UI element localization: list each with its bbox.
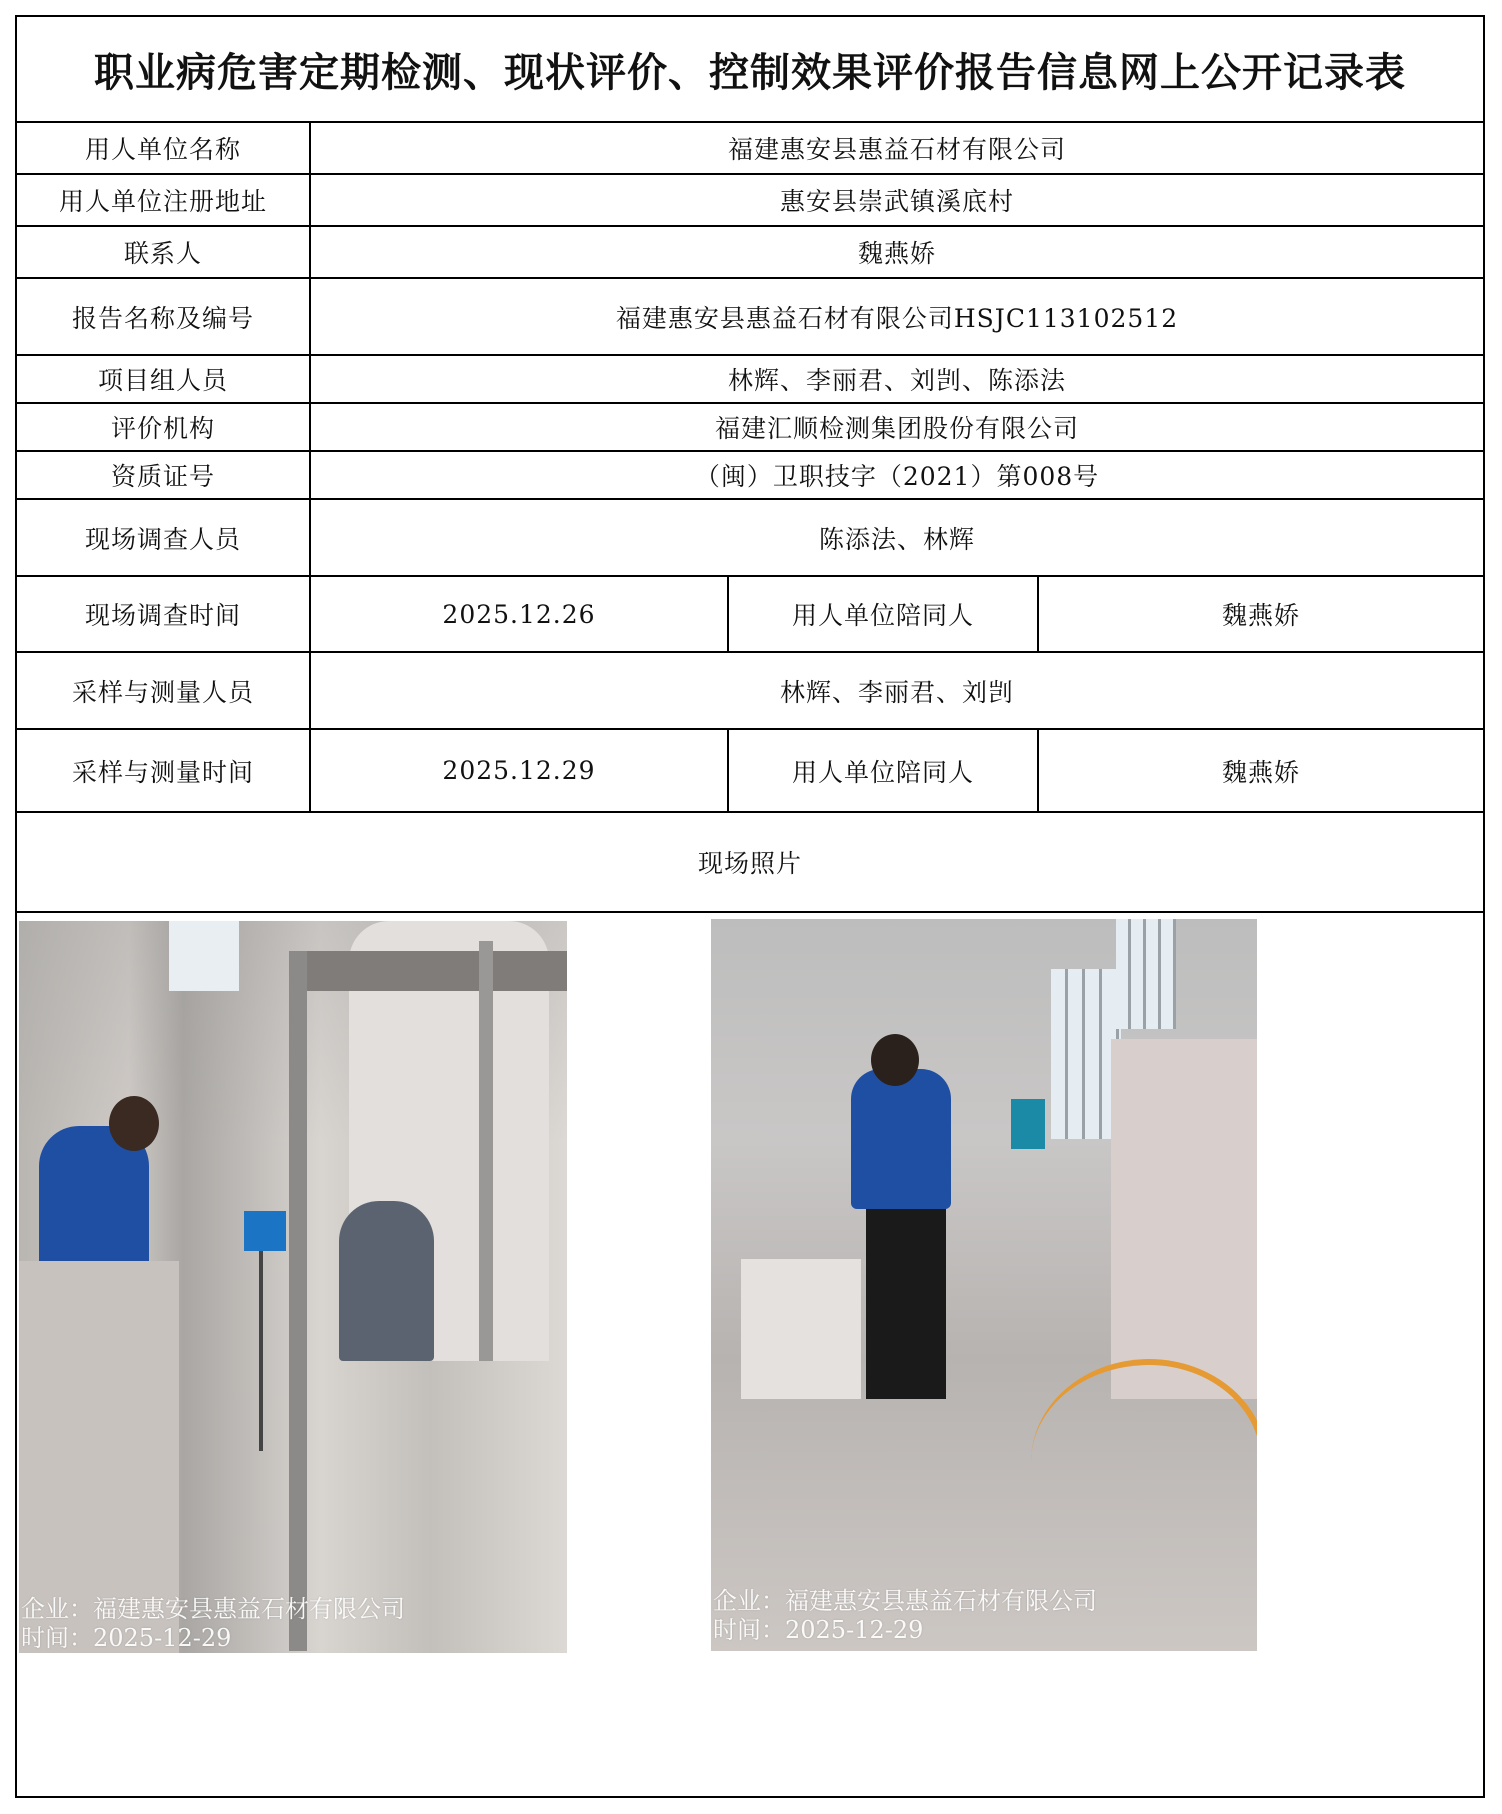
- label-contact: 联系人: [123, 239, 202, 268]
- window-decor: [1116, 919, 1176, 1029]
- record-table: [15, 15, 1485, 1798]
- scaffold-decor: [289, 951, 567, 991]
- row-qualification: [17, 452, 1483, 500]
- row-report-name: [17, 279, 1483, 356]
- photo-1-company: 企业：福建惠安县惠益石材有限公司: [21, 1595, 405, 1623]
- row-photos-label: [17, 813, 1483, 913]
- tripod-decor: [259, 1251, 263, 1451]
- photo-2-time: 时间：2025-12-29: [713, 1616, 924, 1644]
- row-sampling-time: [17, 730, 1483, 813]
- value-project-members: 林辉、李丽君、刘剀、陈添法: [309, 356, 1483, 402]
- photos-area: [17, 913, 1483, 1796]
- photo-1-time: 时间：2025-12-29: [21, 1624, 232, 1652]
- label-project-members: 项目组人员: [97, 366, 228, 395]
- inspector-decor: [871, 1034, 919, 1086]
- value-contact: 魏燕娇: [309, 227, 1483, 277]
- value-employer-name: 福建惠安县惠益石材有限公司: [309, 123, 1483, 173]
- machine-decor: [1111, 1039, 1257, 1399]
- value-evaluation-agency: 福建汇顺检测集团股份有限公司: [309, 404, 1483, 450]
- row-contact: [17, 227, 1483, 279]
- window-decor: [169, 921, 239, 991]
- sampler-device-decor: [1011, 1099, 1045, 1149]
- photo-2-company: 企业：福建惠安县惠益石材有限公司: [713, 1587, 1097, 1615]
- label-report-name: 报告名称及编号: [71, 303, 254, 333]
- inspector-decor: [109, 1096, 159, 1151]
- sampler-device-decor: [244, 1211, 286, 1251]
- label-survey-accompany: 用人单位陪同人: [727, 577, 1037, 651]
- stone-block-decor: [741, 1259, 861, 1399]
- row-employer-name: [17, 123, 1483, 175]
- label-sampling-accompany: 用人单位陪同人: [727, 730, 1037, 811]
- document-title: 职业病危害定期检测、现状评价、控制效果评价报告信息网上公开记录表: [94, 48, 1406, 96]
- inspector-decor: [866, 1204, 946, 1399]
- label-employer-address: 用人单位注册地址: [58, 187, 267, 216]
- value-qualification: （闽）卫职技字（2021）第008号: [309, 452, 1483, 498]
- photo-2-watermark: [713, 1587, 1097, 1645]
- row-evaluation-agency: [17, 404, 1483, 452]
- label-site-photos: 现场照片: [697, 849, 802, 878]
- value-survey-accompany: 魏燕娇: [1037, 577, 1483, 651]
- row-employer-address: [17, 175, 1483, 227]
- scaffold-decor: [289, 951, 307, 1651]
- row-survey-time: [17, 577, 1483, 653]
- row-project-members: [17, 356, 1483, 404]
- label-qualification: 资质证号: [110, 462, 215, 491]
- value-sampling-accompany: 魏燕娇: [1037, 730, 1483, 811]
- value-employer-address: 惠安县崇武镇溪底村: [309, 175, 1483, 225]
- label-evaluation-agency: 评价机构: [110, 414, 215, 443]
- scaffold-decor: [479, 941, 493, 1361]
- worker-decor: [339, 1201, 434, 1361]
- label-employer-name: 用人单位名称: [84, 135, 241, 164]
- inspector-decor: [851, 1069, 951, 1209]
- row-survey-staff: [17, 500, 1483, 577]
- value-survey-staff: 陈添法、林辉: [309, 500, 1483, 575]
- hose-decor: [1031, 1359, 1257, 1565]
- site-photo-2: [711, 919, 1257, 1651]
- row-sampling-staff: [17, 653, 1483, 730]
- label-sampling-staff: 采样与测量人员: [71, 677, 254, 707]
- title-row: [17, 17, 1483, 123]
- photo-1-watermark: [21, 1595, 405, 1653]
- site-photo-1: [19, 921, 567, 1653]
- value-sampling-staff: 林辉、李丽君、刘剀: [309, 653, 1483, 728]
- value-survey-time: 2025.12.26: [309, 577, 727, 651]
- label-survey-time: 现场调查时间: [84, 601, 241, 630]
- label-sampling-time: 采样与测量时间: [71, 757, 254, 787]
- label-survey-staff: 现场调查人员: [84, 524, 241, 554]
- value-report-name: 福建惠安县惠益石材有限公司HSJC113102512: [309, 279, 1483, 354]
- value-sampling-time: 2025.12.29: [309, 730, 727, 811]
